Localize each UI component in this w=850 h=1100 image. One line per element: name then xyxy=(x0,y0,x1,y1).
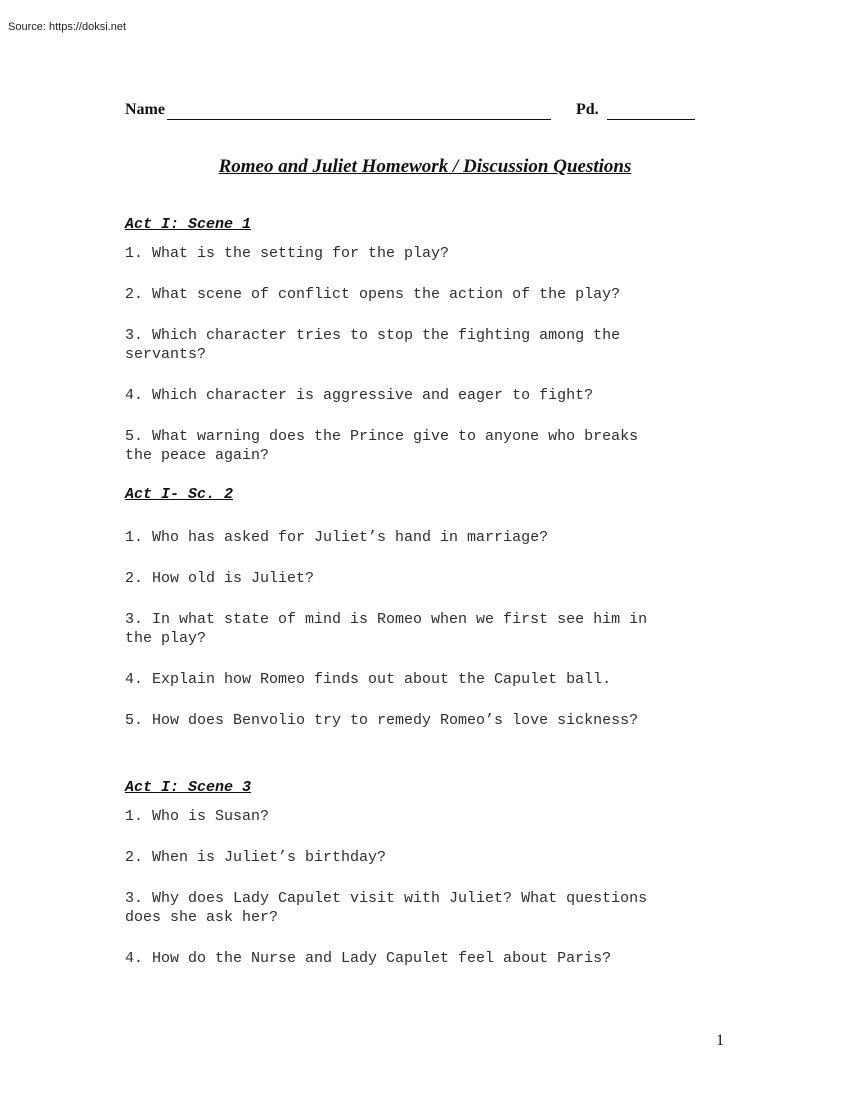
period-blank xyxy=(607,119,695,120)
name-blank xyxy=(167,119,551,120)
question-item: 2. What scene of conflict opens the action of the play? xyxy=(125,286,621,303)
question-item: 2. How old is Juliet? xyxy=(125,570,315,587)
period-label: Pd. xyxy=(576,101,599,118)
source-caption: Source: https://doksi.net xyxy=(8,21,127,33)
section-heading-act1-scene1: Act I: Scene 1 xyxy=(125,216,252,233)
section-heading-act1-scene2: Act I- Sc. 2 xyxy=(125,486,234,503)
page-number: 1 xyxy=(716,1032,724,1049)
question-item: 5. How does Benvolio try to remedy Romeo’s love sickness? xyxy=(125,712,639,729)
question-item: 1. Who has asked for Juliet’s hand in marriage? xyxy=(125,529,549,546)
question-item: 4. How do the Nurse and Lady Capulet feel about Paris? xyxy=(125,950,612,967)
question-item: 3. Why does Lady Capulet visit with Juliet? What questions does she ask her? xyxy=(125,890,648,926)
question-item: 1. What is the setting for the play? xyxy=(125,245,450,262)
question-item: 3. In what state of mind is Romeo when we first see him in the play? xyxy=(125,611,648,647)
question-item: 1. Who is Susan? xyxy=(125,808,270,825)
question-item: 4. Explain how Romeo finds out about the Capulet ball. xyxy=(125,671,612,688)
name-label: Name xyxy=(125,101,165,118)
page-title: Romeo and Juliet Homework / Discussion Questions xyxy=(218,156,632,177)
question-item: 3. Which character tries to stop the fighting among the servants? xyxy=(125,327,621,363)
section-heading-act1-scene3: Act I: Scene 3 xyxy=(125,779,252,796)
question-item: 4. Which character is aggressive and eager to fight? xyxy=(125,387,594,404)
question-item: 2. When is Juliet’s birthday? xyxy=(125,849,387,866)
question-item: 5. What warning does the Prince give to anyone who breaks the peace again? xyxy=(125,428,639,464)
